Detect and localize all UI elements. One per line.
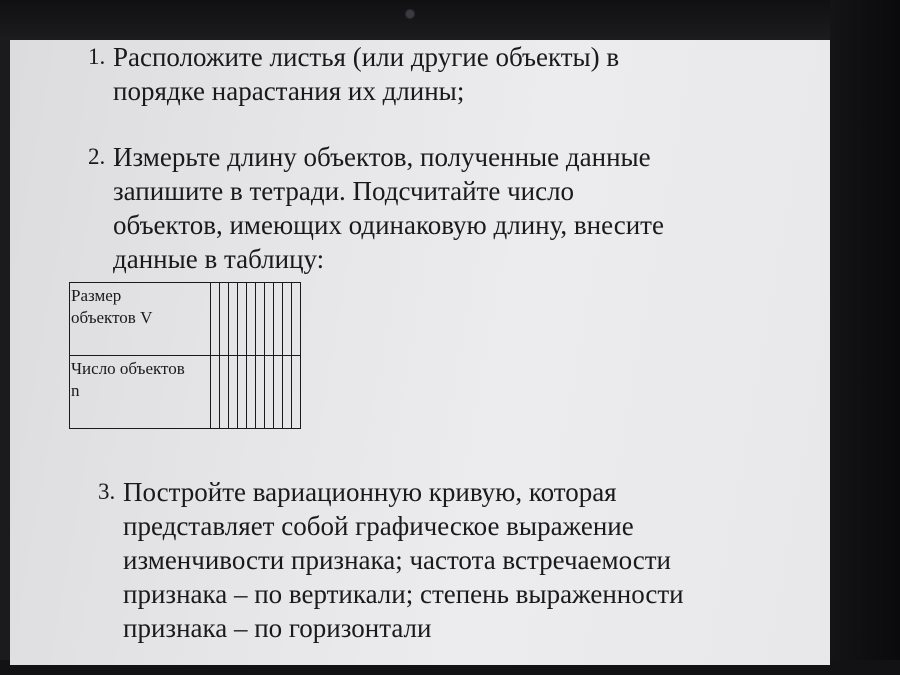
- table-label-size: Размер объектов V: [70, 283, 211, 356]
- monitor-bezel-right: [830, 0, 900, 675]
- data-table: [69, 282, 301, 429]
- table-cell: [220, 356, 229, 429]
- table-cell: [220, 283, 229, 356]
- table-row-size: [70, 283, 301, 356]
- table-cell: [283, 283, 292, 356]
- instruction-3-number: 3.: [98, 479, 116, 504]
- table-cell: [292, 283, 301, 356]
- instruction-3: [98, 475, 798, 645]
- webcam-icon: [406, 10, 414, 18]
- table-cell: [247, 356, 256, 429]
- instruction-3-text: Постройте вариационную кривую, которая представляет собой графическое выражение изменчивости признака; частота встречаемости признака – по вертикали; степень выраженности признака – по горизонтали: [123, 477, 684, 643]
- slide: [10, 40, 830, 665]
- table-cell: [283, 356, 292, 429]
- table-cell: [238, 356, 247, 429]
- instruction-1: [88, 40, 788, 108]
- table-cell: [211, 283, 220, 356]
- table-cell: [274, 356, 283, 429]
- table-cell: [229, 283, 238, 356]
- table-cell: [265, 356, 274, 429]
- table-row-count: [70, 356, 301, 429]
- instruction-2-text: Измерьте длину объектов, полученные данные запишите в тетради. Подсчитайте число объектов, имеющих одинаковую длину, внесите данные в таблицу:: [113, 142, 664, 274]
- instruction-2: [88, 140, 788, 276]
- table-cell: [247, 283, 256, 356]
- instruction-1-text: Расположите листья (или другие объекты) в порядке нарастания их длины;: [113, 42, 620, 106]
- table-cell: [274, 283, 283, 356]
- table-label-count: Число объектов n: [70, 356, 211, 429]
- table-cell: [256, 283, 265, 356]
- table-cell: [256, 356, 265, 429]
- instruction-1-number: 1.: [88, 44, 106, 69]
- table-cell: [238, 283, 247, 356]
- monitor-bezel-top: [0, 0, 900, 40]
- instruction-2-number: 2.: [88, 144, 106, 169]
- table-cell: [292, 356, 301, 429]
- table-cell: [265, 283, 274, 356]
- table-cell: [229, 356, 238, 429]
- table-cell: [211, 356, 220, 429]
